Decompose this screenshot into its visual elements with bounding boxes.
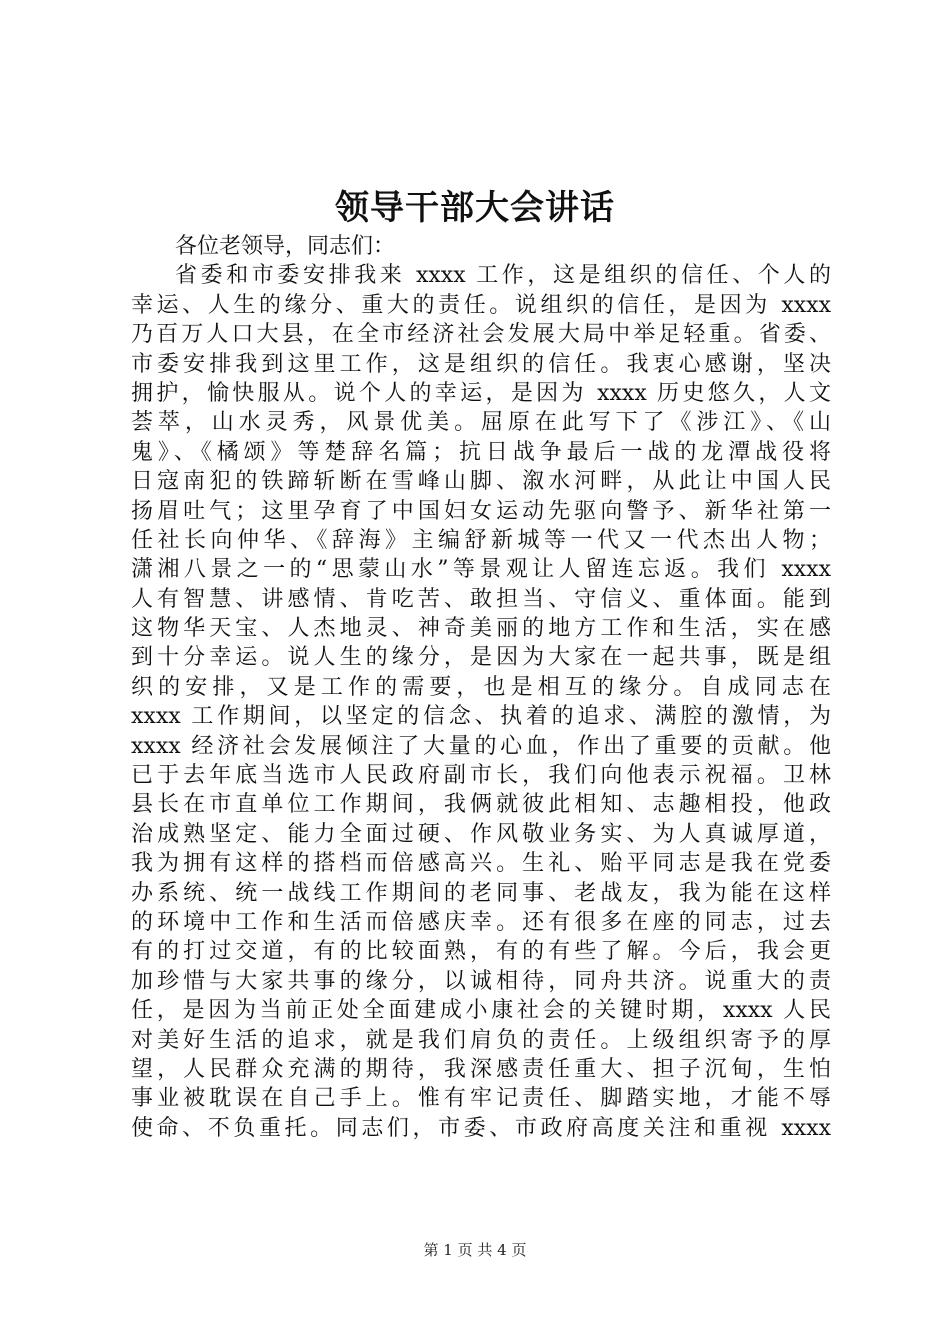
paragraph-line: 望，人民群众充满的期待，我深感责任重大、担子沉甸，生怕 [131, 1056, 831, 1082]
paragraph-line: 到十分幸运。说人生的缘分，是因为大家在一起共事，既是组 [131, 645, 831, 671]
paragraph-line: 任社长向仲华、《辞海》主编舒新城等一代又一代杰出人物； [131, 527, 831, 553]
paragraph-line: 荟萃，山水灵秀，风景优美。屈原在此写下了《涉江》、《山 [131, 410, 831, 436]
paragraph-line: 使命、不负重托。同志们，市委、市政府高度关注和重视 xxxx [131, 1115, 831, 1141]
paragraph-line: 有的打过交道，有的比较面熟，有的有些了解。今后，我会更 [131, 939, 831, 965]
paragraph-line: 我为拥有这样的搭档而倍感高兴。生礼、贻平同志是我在党委 [131, 851, 831, 877]
document-title: 领导干部大会讲话 [335, 188, 615, 228]
paragraph-line: 幸运、人生的缘分、重大的责任。说组织的信任，是因为 xxxx [131, 292, 831, 318]
paragraph-line: 省委和市委安排我来 xxxx 工作，这是组织的信任、个人的 [175, 263, 831, 289]
paragraph-line: 对美好生活的追求，就是我们肩负的责任。上级组织寄予的厚 [131, 1027, 831, 1053]
paragraph-line: 这物华天宝、人杰地灵、神奇美丽的地方工作和生活，实在感 [131, 616, 831, 642]
paragraph-line: 治成熟坚定、能力全面过硬、作风敬业务实、为人真诚厚道， [131, 821, 831, 847]
paragraph-line: 加珍惜与大家共事的缘分，以诚相待，同舟共济。说重大的责 [131, 968, 831, 994]
paragraph-line: 的环境中工作和生活而倍感庆幸。还有很多在座的同志，过去 [131, 909, 831, 935]
paragraph-line: 人有智慧、讲感情、肯吃苦、敢担当、守信义、重体面。能到 [131, 586, 831, 612]
paragraph-line: 织的安排，又是工作的需要，也是相互的缘分。自成同志在 [131, 674, 831, 700]
paragraph-line: xxxx 经济社会发展倾注了大量的心血，作出了重要的贡献。他 [131, 733, 831, 759]
paragraph-line: 市委安排我到这里工作，这是组织的信任。我衷心感谢，坚决 [131, 351, 831, 377]
paragraph-line: 县长在市直单位工作期间，我俩就彼此相知、志趣相投，他政 [131, 792, 831, 818]
paragraph-line: 潇湘八景之一的“思蒙山水”等景观让人留连忘返。我们 xxxx [131, 557, 831, 583]
salutation: 各位老领导，同志们： [175, 234, 396, 259]
paragraph-line: 办系统、统一战线工作期间的老同事、老战友，我为能在这样 [131, 880, 831, 906]
document-body [131, 232, 831, 1143]
paragraph-line: 鬼》、《橘颂》等楚辞名篇；抗日战争最后一战的龙潭战役将 [131, 439, 831, 465]
paragraph-line: 已于去年底当选市人民政府副市长，我们向他表示祝福。卫林 [131, 763, 831, 789]
paragraph-line: 扬眉吐气；这里孕育了中国妇女运动先驱向警予、新华社第一 [131, 498, 831, 524]
paragraph-line: 拥护，愉快服从。说个人的幸运，是因为 xxxx 历史悠久，人文 [131, 380, 831, 406]
paragraph-line: 事业被耽误在自己手上。惟有牢记责任、脚踏实地，才能不辱 [131, 1086, 831, 1112]
page-number: 第 1 页 共 4 页 [423, 1241, 527, 1259]
paragraph-line: 日寇南犯的铁蹄斩断在雪峰山脚、溆水河畔，从此让中国人民 [131, 469, 831, 495]
paragraph-line: 任，是因为当前正处全面建成小康社会的关键时期，xxxx 人民 [131, 998, 831, 1024]
paragraph-line: 乃百万人口大县，在全市经济社会发展大局中举足轻重。省委、 [131, 322, 831, 348]
paragraph-line: xxxx 工作期间，以坚定的信念、执着的追求、满腔的激情，为 [131, 704, 831, 730]
